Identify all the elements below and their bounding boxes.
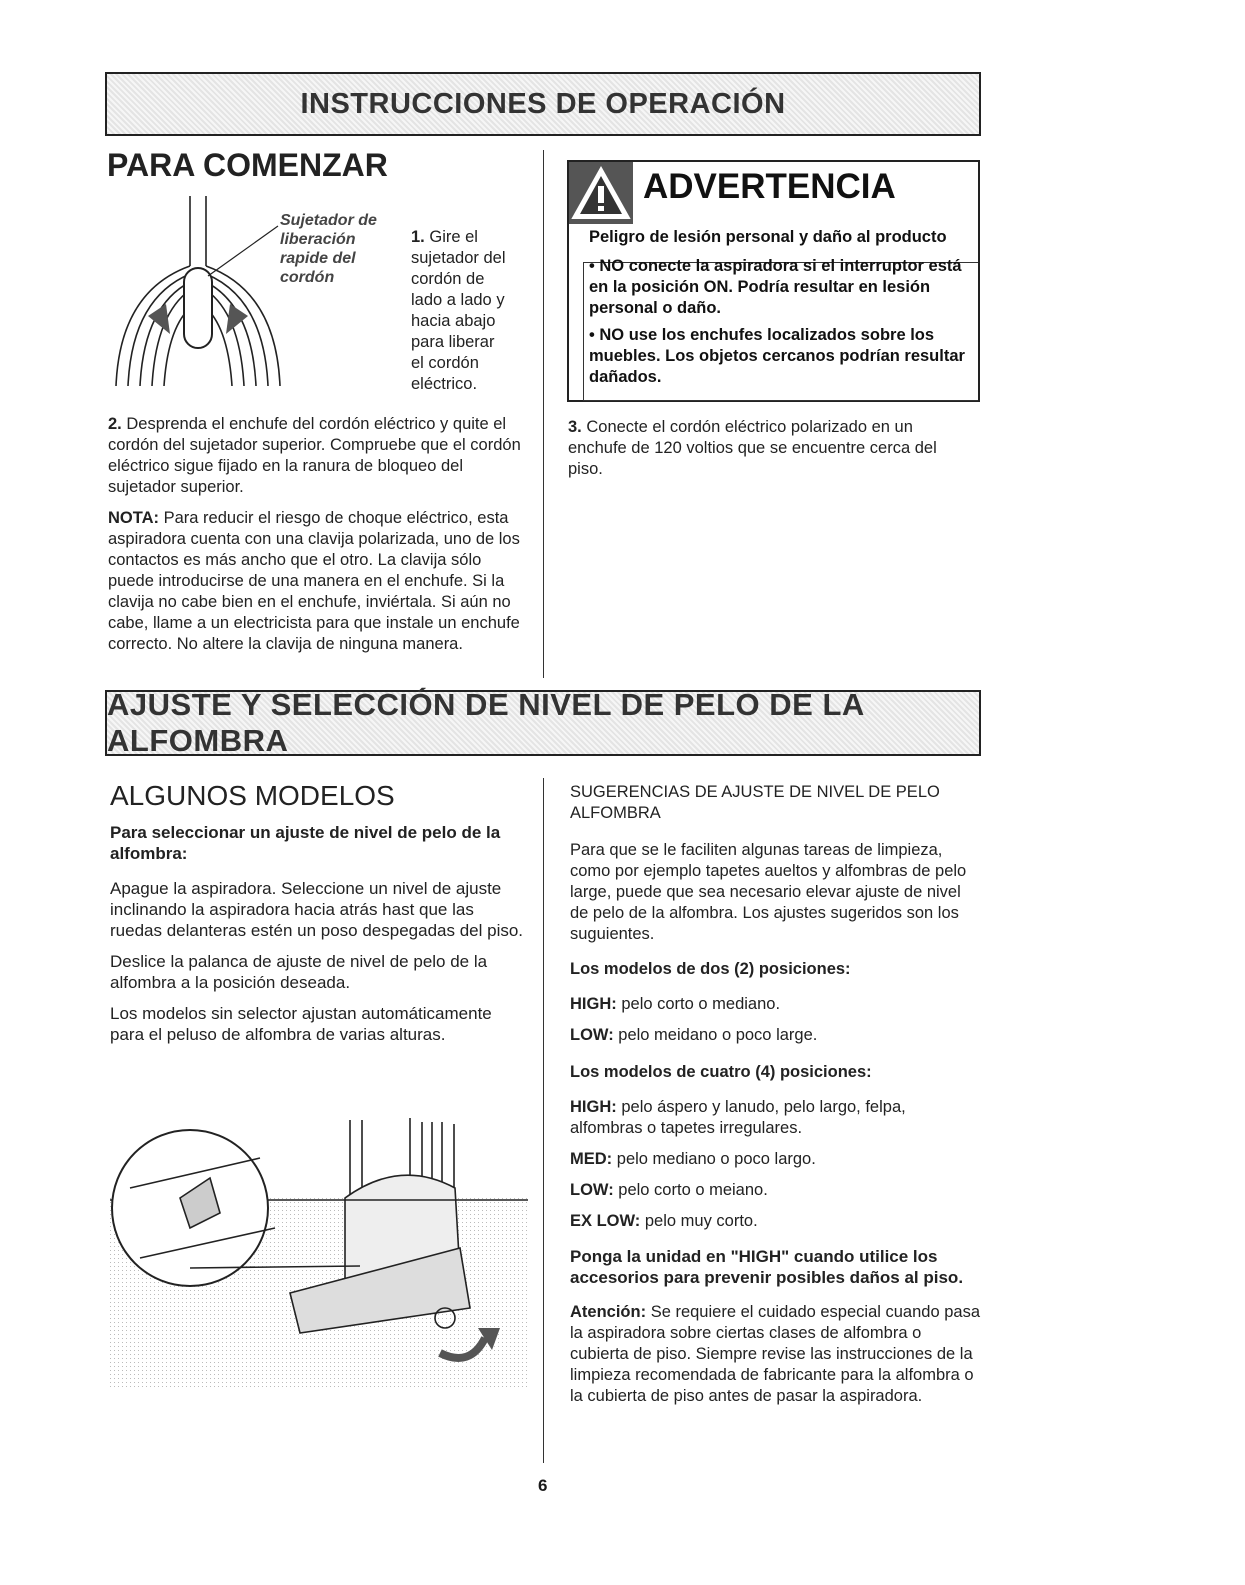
section-title-para-comenzar: PARA COMENZAR (107, 147, 388, 183)
tips-title: SUGERENCIAS DE AJUSTE DE NIVEL DE PELO ALFOMBRA (570, 783, 940, 822)
tips-intro: Para que se le faciliten algunas tareas de limpieza, como por ejemplo tapetes aueltos y alfombras de pelo large, puede que sea necesario elevar ajuste de nivel de pelo de la alfombra. Los ajustes sugeridos son los suguientes. (570, 841, 967, 943)
section-banner-operation (105, 72, 981, 136)
step-2 (108, 414, 528, 498)
section2-paragraph: Deslice la palanca de ajuste de nivel de pelo de la alfombra a la posición deseada. (110, 952, 488, 992)
figure-label-text: Sujetador de liberación rapide del cordón (280, 212, 377, 286)
column-divider (543, 778, 544, 1463)
setting-key: EX LOW: (570, 1212, 641, 1230)
setting-value: pelo muy corto. (644, 1212, 758, 1230)
step-1-line: para liberar (411, 333, 495, 351)
warning-triangle-icon (569, 162, 633, 224)
section-banner-carpet-height (105, 687, 981, 758)
carpet-height-adjust-illustration (110, 1118, 528, 1388)
section2-paragraph: Los modelos sin selector ajustan automáticamente para el peluso de alfombra de varias alturas. (110, 1004, 492, 1044)
setting-key: HIGH: (570, 1098, 617, 1116)
step-1-line: eléctrico. (411, 375, 478, 393)
setting-row (570, 994, 980, 1015)
page-number: 6 (538, 1476, 548, 1495)
warning-box (567, 160, 980, 402)
step-3-number: 3. (568, 418, 582, 436)
step-2-text: Desprenda el enchufe del cordón eléctrico y quite el cordón del sujetador superior. Compruebe que el cordón eléctrico sigue fijado en la ranura de bloqueo del sujetador superior. (108, 415, 521, 496)
atencion-label: Atención: (570, 1303, 647, 1321)
atencion-text: Se requiere el cuidado especial cuando pasa la aspiradora sobre ciertas clases de alfombra o cubierta de piso. Siempre revise las instrucciones de la limpieza recomendada de fabricante para la alfombra o la cubierta de piso antes de pasar la aspiradora. (570, 1303, 981, 1405)
section-title-algunos-modelos: ALGUNOS MODELOS (110, 780, 395, 811)
left-column-text (108, 414, 528, 665)
setting-key: LOW: (570, 1026, 614, 1044)
section2-text (110, 822, 525, 1055)
two-position-title: Los modelos de dos (2) posiciones: (570, 960, 851, 978)
nota-paragraph (108, 508, 528, 655)
atencion-paragraph (570, 1302, 980, 1407)
step-1-line: cordón de (411, 270, 485, 288)
four-position-title: Los modelos de cuatro (4) posiciones: (570, 1063, 872, 1081)
banner-title: AJUSTE Y SELECCIÓN DE NIVEL DE PELO DE LA ALFOMBRA (107, 687, 864, 758)
step-3 (568, 417, 968, 480)
warning-item-1: • NO conecte la aspiradora si el interruptor está en la posición ON. Podría resultar en lesión personal o daño. (589, 257, 962, 317)
step-1-line: hacia abajo (411, 312, 496, 330)
figure-label-cord-release (280, 211, 392, 287)
nota-label: NOTA: (108, 509, 160, 527)
column-divider (543, 150, 544, 678)
setting-value: pelo áspero y lanudo, pelo largo, felpa, alfombras o tapetes irregulares. (570, 1098, 906, 1137)
setting-key: MED: (570, 1150, 613, 1168)
warning-item-2: • NO use los enchufes localizados sobre los muebles. Los objetos cercanos podrían resultar dañados. (589, 326, 965, 386)
nota-text: Para reducir el riesgo de choque eléctrico, esta aspiradora cuenta con una clavija polarizada, uno de los contactos es más ancho que el otro. La clavija sólo puede introducirse de una manera en el enchufe. Si la clavija no cabe bien en el enchufe, inviértala. Si aún no cabe, llame a un electricista para que instale un enchufe correcto. No altere la clavija de ninguna manera. (108, 509, 520, 653)
setting-value: pelo mediano o poco largo. (616, 1150, 816, 1168)
tips-column (570, 782, 980, 1417)
high-setting-note: Ponga la unidad en "HIGH" cuando utilice los accesorios para prevenir posibles daños al piso. (570, 1247, 964, 1287)
setting-key: LOW: (570, 1181, 614, 1199)
setting-key: HIGH: (570, 995, 617, 1013)
cord-release-illustration (108, 196, 288, 396)
setting-row (570, 1025, 980, 1046)
step-1-number: 1. (411, 228, 425, 246)
warning-title: ADVERTENCIA (643, 167, 896, 206)
section2-subtitle: Para seleccionar un ajuste de nivel de pelo de la alfombra: (110, 823, 501, 863)
setting-row (570, 1211, 980, 1232)
step-1-line: el cordón (411, 354, 479, 372)
warning-body (589, 227, 974, 394)
step-2-number: 2. (108, 415, 122, 433)
step-1-line: lado a lado y (411, 291, 505, 309)
step-3-text: Conecte el cordón eléctrico polarizado en un enchufe de 120 voltios que se encuentre cerca del piso. (568, 418, 937, 478)
setting-value: pelo meidano o poco large. (618, 1026, 818, 1044)
setting-row (570, 1180, 980, 1201)
setting-value: pelo corto o mediano. (621, 995, 781, 1013)
setting-row (570, 1097, 980, 1139)
banner-title: INSTRUCCIONES DE OPERACIÓN (300, 87, 786, 120)
setting-value: pelo corto o meiano. (618, 1181, 768, 1199)
warning-heading: Peligro de lesión personal y daño al producto (589, 228, 947, 246)
step-1-line: sujetador del (411, 249, 506, 267)
step-1 (411, 227, 531, 395)
section2-paragraph: Apague la aspiradora. Seleccione un nivel de ajuste inclinando la aspiradora hacia atrás hast que las ruedas delanteras estén un poso despegadas del piso. (110, 879, 524, 940)
setting-row (570, 1149, 980, 1170)
step-1-line: Gire el (429, 228, 478, 246)
